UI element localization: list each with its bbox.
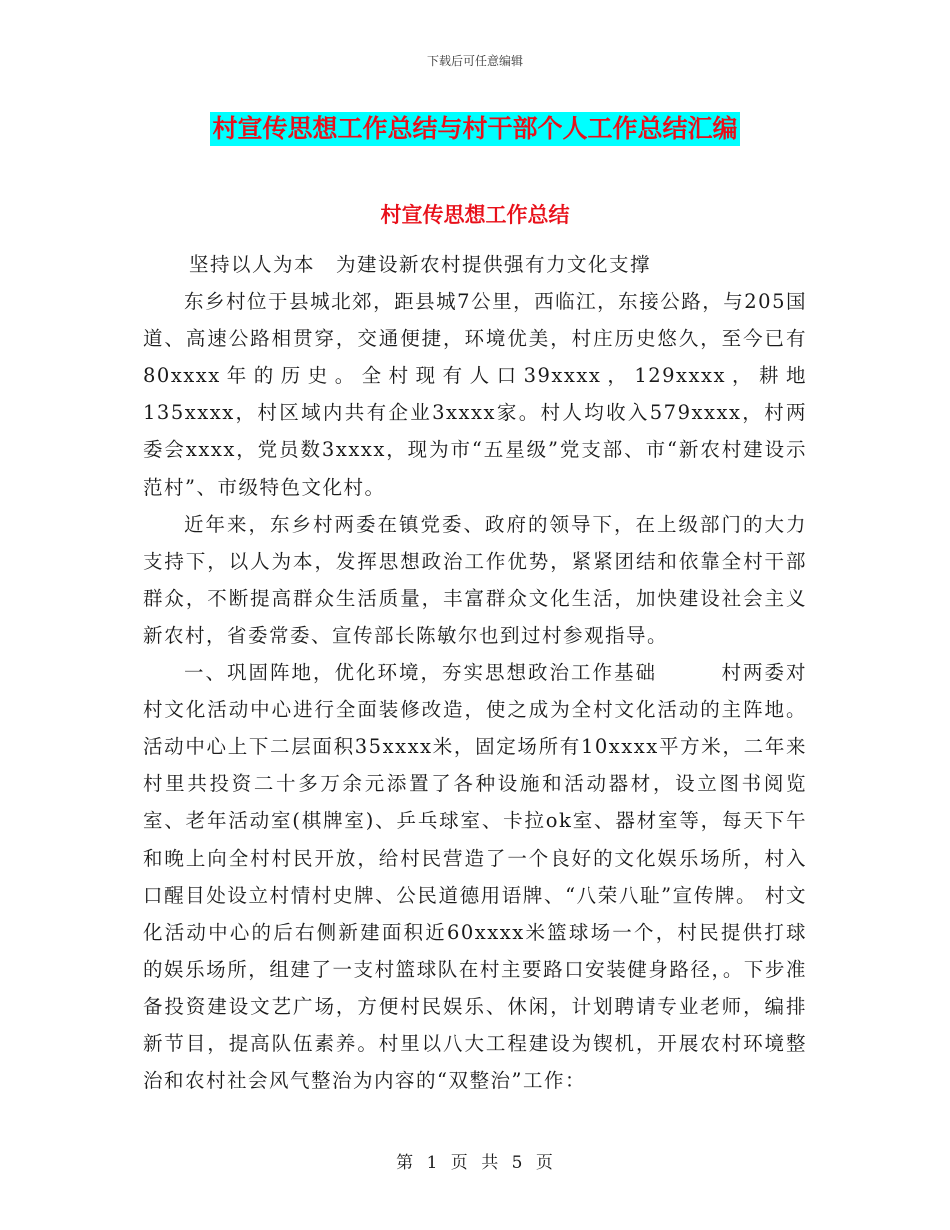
document-subtitle: 坚持以人为本 为建设新农村提供强有力文化支撑 <box>189 253 652 276</box>
paragraph-3: 一、巩固阵地，优化环境，夯实思想政治工作基础 村两委对村文化活动中心进行全面装修改造，使之成为全村文化活动的主阵地。活动中心上下二层面积35xxxx米，固定场所有10xxxx平方米，二年来村里共投资二十多万余元添置了各种设施和活动器材，设立图书阅览室、老年活动室(棋牌室)、乒乓球室、卡拉ok室、器材室等，每天下午和晚上向全村村民开放，给村民营造了一个良好的文化娱乐场所，村入口醒目处设立村情村史牌、公民道德用语牌、“八荣八耻”宣传牌。 村文化活动中心的后右侧新建面积近60xxxx米篮球场一个，村民提供打球的娱乐场所，组建了一支村篮球队在村主要路口安装健身路径，。下步准备投资建设文艺广场，方便村民娱乐、休闲，计划聘请专业老师，编排新节目，提高队伍素养。村里以八大工程建设为锲机，开展农村环境整治和农村社会风气整治为内容的“双整治”工作： <box>143 661 807 1093</box>
page-footer <box>0 1148 950 1173</box>
page-total: 5 <box>511 1153 524 1173</box>
section-title: 村宣传思想工作总结 <box>380 202 570 227</box>
page-current: 1 <box>426 1153 439 1173</box>
page-header-note: 下载后可任意编辑 <box>426 54 523 68</box>
paragraph-1: 东乡村位于县城北郊，距县城7公里，西临江，东接公路，与205国道、高速公路相贯穿，交通便捷，环境优美，村庄历史悠久，至今已有80xxxx年的历史。全村现有人口39xxxx，129xxxx，耕地135xxxx，村区域内共有企业3xxxx家。村人均收入579xxxx，村两委会xxxx，党员数3xxxx，现为市“五星级”党支部、市“新农村建设示范村”、市级特色文化村。 <box>143 290 807 499</box>
page-label-suffix: 页 <box>535 1153 554 1173</box>
paragraph-2: 近年来，东乡村两委在镇党委、政府的领导下，在上级部门的大力支持下，以人为本，发挥思想政治工作优势，紧紧团结和依靠全村干部群众，不断提高群众生活质量，丰富群众文化生活，加快建设社会主义新农村，省委常委、宣传部长陈敏尔也到过村参观指导。 <box>143 512 807 647</box>
page-label-mid: 页 <box>450 1153 469 1173</box>
page-label-prefix: 第 <box>396 1153 415 1173</box>
document-body <box>143 246 807 1099</box>
page-label-total-prefix: 共 <box>481 1153 500 1173</box>
main-title: 村宣传思想工作总结与村干部个人工作总结汇编 <box>210 112 739 146</box>
main-title-container <box>0 112 950 146</box>
